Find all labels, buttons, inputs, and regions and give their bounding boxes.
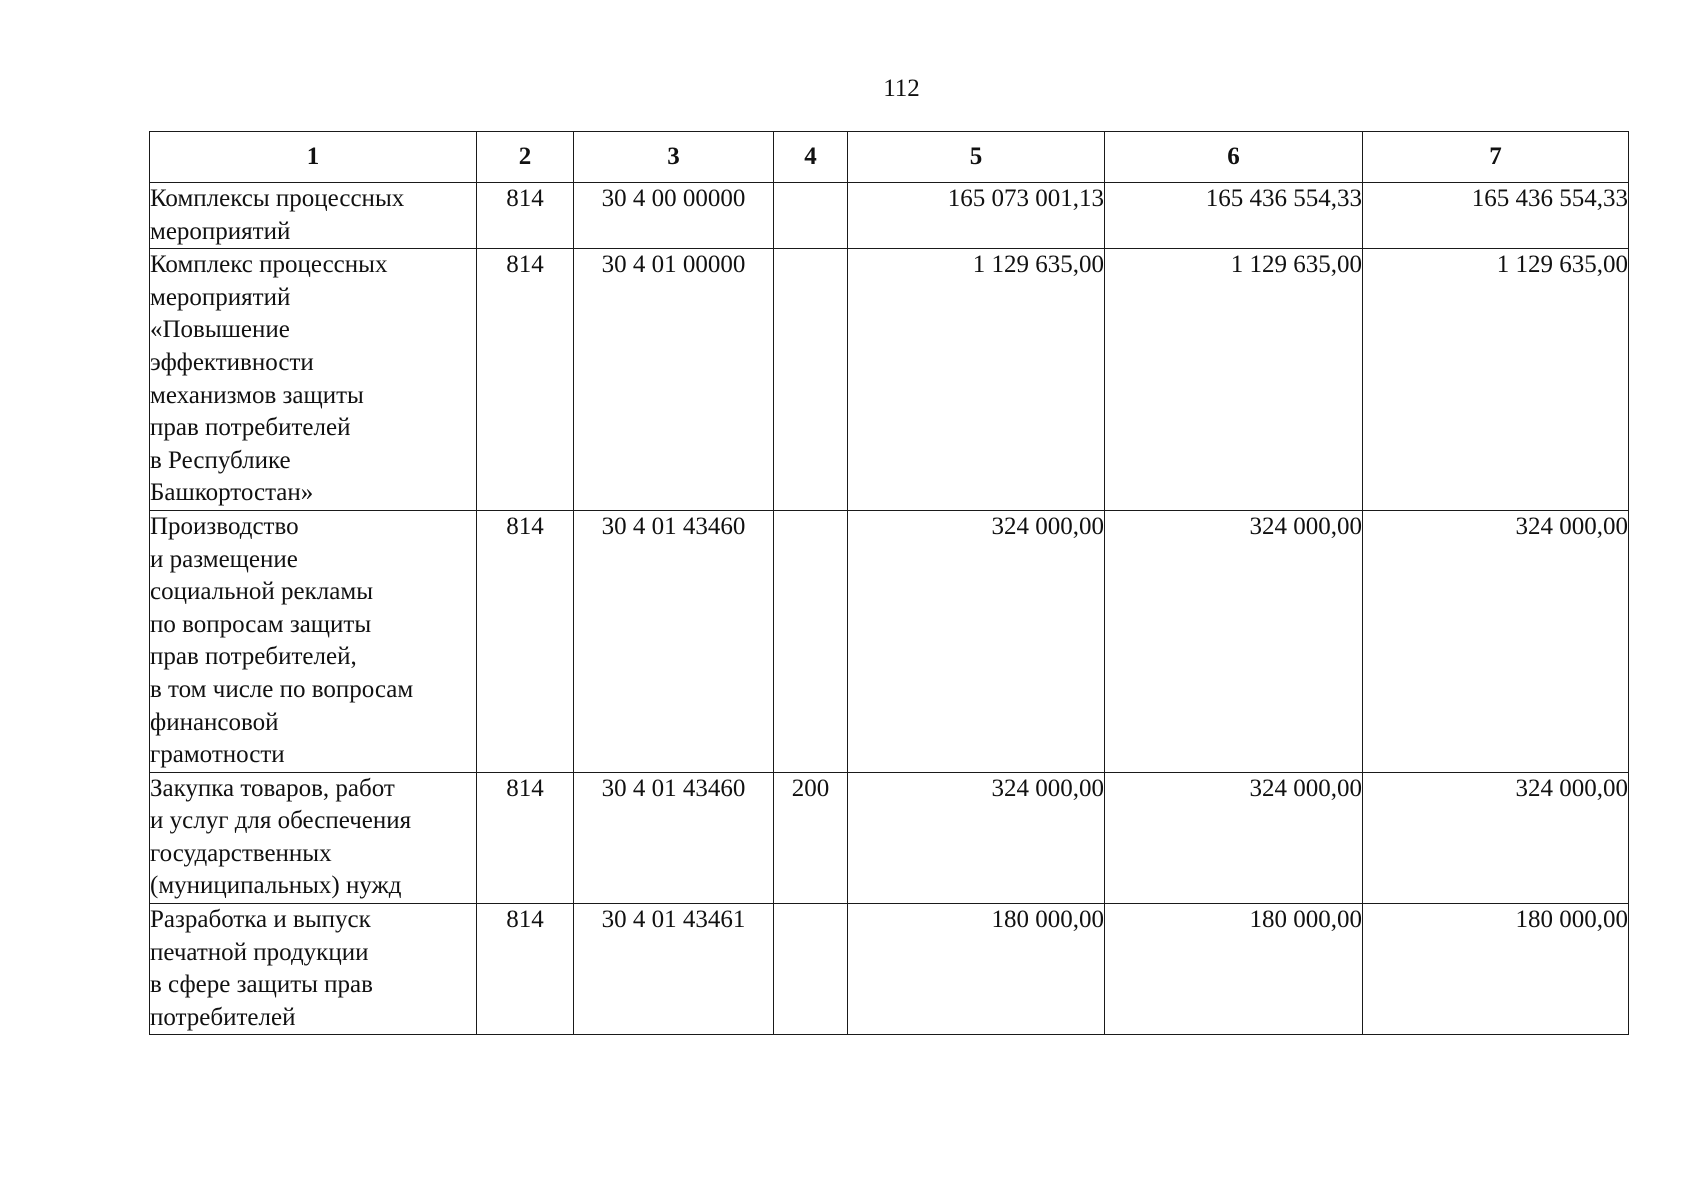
amount-col5: 180 000,00 xyxy=(848,904,1105,1035)
expense-type-code: 200 xyxy=(774,772,848,903)
amount-col7: 1 129 635,00 xyxy=(1363,249,1629,511)
table-row xyxy=(150,904,1629,1035)
target-article-code: 30 4 01 43460 xyxy=(574,510,774,772)
amount-col5: 324 000,00 xyxy=(848,510,1105,772)
amount-col6: 180 000,00 xyxy=(1105,904,1363,1035)
department-code: 814 xyxy=(477,249,574,511)
row-name: Закупка товаров, работ и услуг для обеспечения государственных (муниципальных) нужд xyxy=(150,772,477,903)
amount-col5: 165 073 001,13 xyxy=(848,183,1105,249)
department-code: 814 xyxy=(477,510,574,772)
column-header-4: 4 xyxy=(774,132,848,183)
column-header-1: 1 xyxy=(150,132,477,183)
amount-col7: 180 000,00 xyxy=(1363,904,1629,1035)
budget-table xyxy=(149,131,1629,1035)
column-header-3: 3 xyxy=(574,132,774,183)
expense-type-code xyxy=(774,510,848,772)
department-code: 814 xyxy=(477,183,574,249)
expense-type-code xyxy=(774,249,848,511)
row-name: Комплексы процессных мероприятий xyxy=(150,183,477,249)
table-row xyxy=(150,510,1629,772)
amount-col6: 1 129 635,00 xyxy=(1105,249,1363,511)
row-name: Разработка и выпуск печатной продукции в сфере защиты прав потребителей xyxy=(150,904,477,1035)
amount-col6: 165 436 554,33 xyxy=(1105,183,1363,249)
row-name: Производство и размещение социальной рекламы по вопросам защиты прав потребителей, в том числе по вопросам финансовой грамотности xyxy=(150,510,477,772)
amount-col5: 324 000,00 xyxy=(848,772,1105,903)
amount-col6: 324 000,00 xyxy=(1105,510,1363,772)
amount-col7: 324 000,00 xyxy=(1363,772,1629,903)
amount-col7: 165 436 554,33 xyxy=(1363,183,1629,249)
target-article-code: 30 4 00 00000 xyxy=(574,183,774,249)
amount-col6: 324 000,00 xyxy=(1105,772,1363,903)
department-code: 814 xyxy=(477,904,574,1035)
table-row xyxy=(150,249,1629,511)
amount-col5: 1 129 635,00 xyxy=(848,249,1105,511)
column-header-7: 7 xyxy=(1363,132,1629,183)
expense-type-code xyxy=(774,183,848,249)
target-article-code: 30 4 01 43461 xyxy=(574,904,774,1035)
target-article-code: 30 4 01 00000 xyxy=(574,249,774,511)
amount-col7: 324 000,00 xyxy=(1363,510,1629,772)
department-code: 814 xyxy=(477,772,574,903)
row-name: Комплекс процессных мероприятий «Повышение эффективности механизмов защиты прав потребителей в Республике Башкортостан» xyxy=(150,249,477,511)
header-row xyxy=(150,132,1629,183)
table-row xyxy=(150,183,1629,249)
target-article-code: 30 4 01 43460 xyxy=(574,772,774,903)
column-header-5: 5 xyxy=(848,132,1105,183)
table-row xyxy=(150,772,1629,903)
column-header-6: 6 xyxy=(1105,132,1363,183)
page-number: 112 xyxy=(883,75,920,102)
column-header-2: 2 xyxy=(477,132,574,183)
expense-type-code xyxy=(774,904,848,1035)
